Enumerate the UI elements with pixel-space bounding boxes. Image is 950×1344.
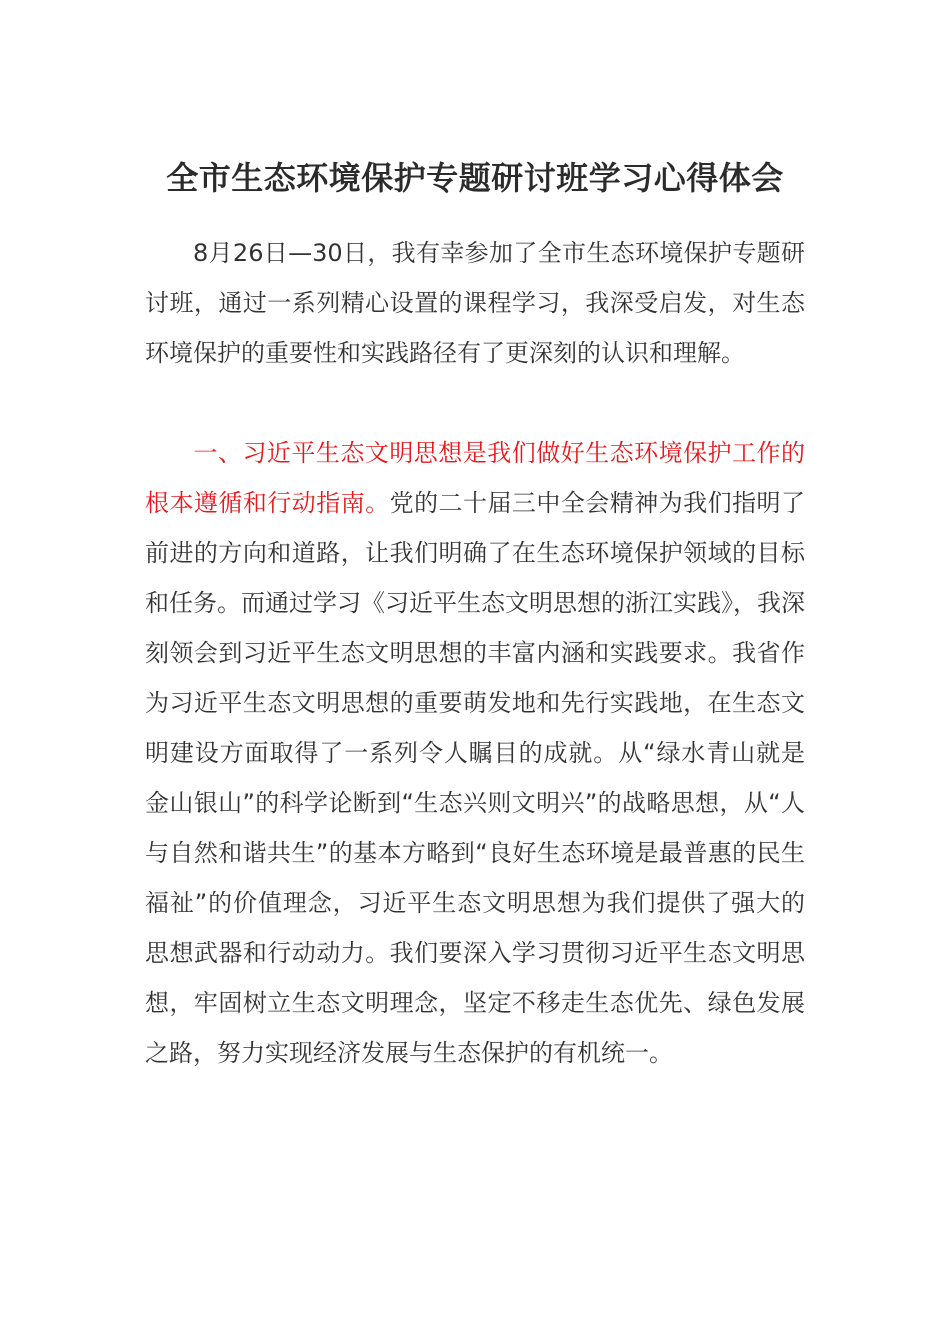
section-1-body: 党的二十届三中全会精神为我们指明了前进的方向和道路，让我们明确了在生态环境保护领域的目标和任务。而通过学习《习近平生态文明思想的浙江实践》，我深刻领会到习近平生态文明思想的丰富内涵和实践要求。我省作为习近平生态文明思想的重要萌发地和先行实践地，在生态文明建设方面取得了一系列令人瞩目的成就。从“绿水青山就是金山银山”的科学论断到“生态兴则文明兴”的战略思想，从“人与自然和谐共生”的基本方略到“良好生态环境是最普惠的民生福祉”的价值理念，习近平生态文明思想为我们提供了强大的思想武器和行动动力。我们要深入学习贯彻习近平生态文明思想，牢固树立生态文明理念，坚定不移走生态优先、绿色发展之路，努力实现经济发展与生态保护的有机统一。 bbox=[145, 489, 806, 1067]
intro-paragraph-text: 8月26日—30日，我有幸参加了全市生态环境保护专题研讨班，通过一系列精心设置的课程学习，我深受启发，对生态环境保护的重要性和实践路径有了更深刻的认识和理解。 bbox=[145, 239, 805, 367]
section-1-paragraph bbox=[145, 428, 805, 1078]
section-1-heading: 一、习近平生态文明思想是我们做好生态环境保护工作的根本遵循和行动指南。 bbox=[145, 439, 805, 517]
document-title: 全市生态环境保护专题研讨班学习心得体会 bbox=[166, 159, 784, 197]
intro-paragraph bbox=[145, 228, 805, 378]
